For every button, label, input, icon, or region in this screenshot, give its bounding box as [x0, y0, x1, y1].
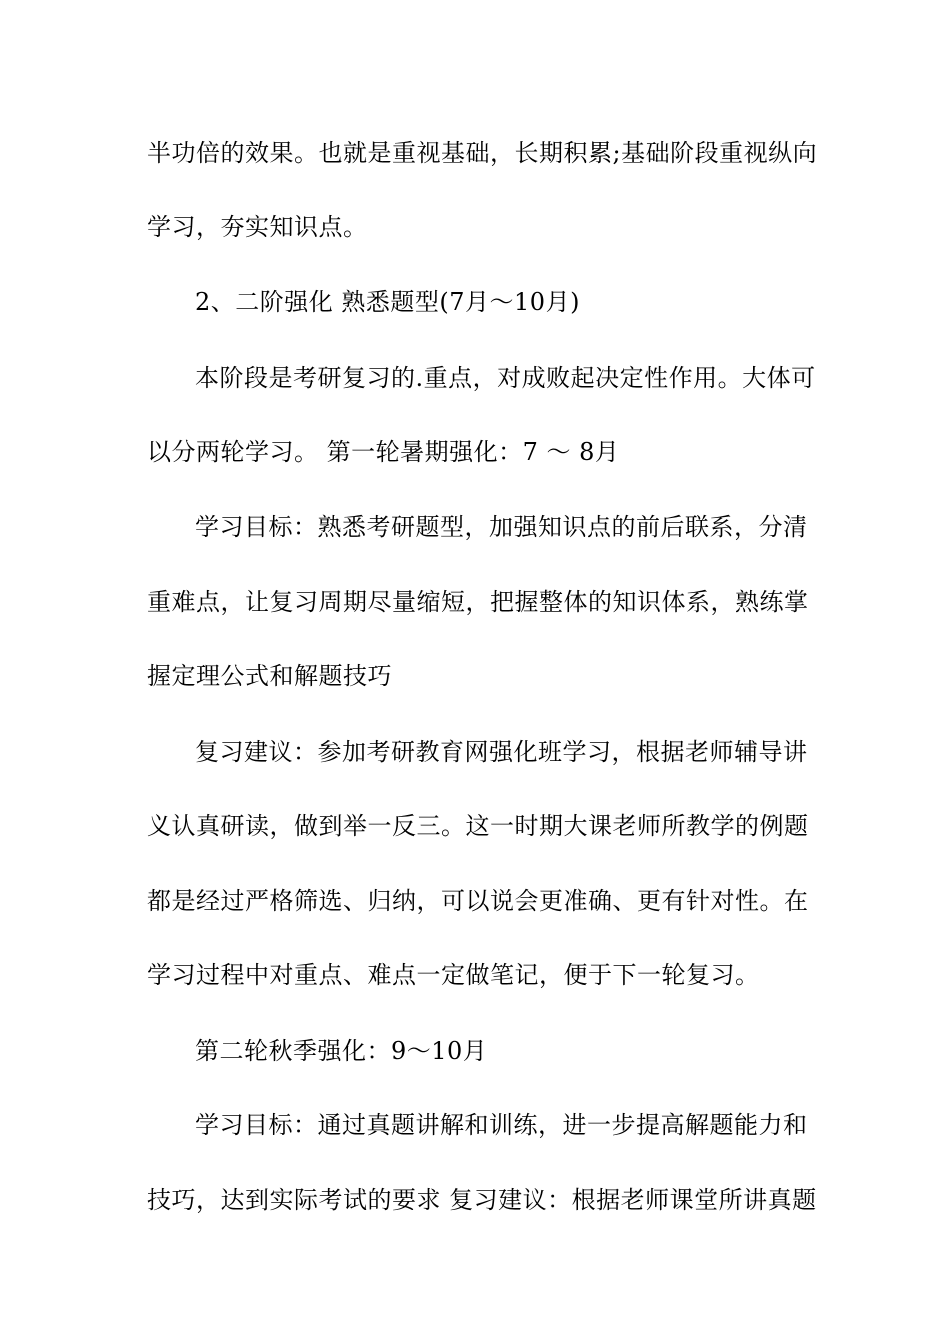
text-line: 学习过程中对重点、难点一定做笔记，便于下一轮复习。 — [147, 961, 760, 989]
text-line: 技巧，达到实际考试的要求 复习建议：根据老师课堂所讲真题 — [147, 1186, 817, 1214]
text-line: 义认真研读，做到举一反三。这一时期大课老师所教学的例题 — [147, 812, 809, 840]
text-line: 复习建议：参加考研教育网强化班学习，根据老师辅导讲 — [195, 738, 808, 766]
text-line: 学习目标：熟悉考研题型，加强知识点的前后联系，分清 — [195, 513, 808, 541]
text-line: 半功倍的效果。也就是重视基础，长期积累;基础阶段重视纵向 — [147, 139, 818, 167]
text-line: 学习目标：通过真题讲解和训练，进一步提高解题能力和 — [195, 1111, 808, 1139]
text-line: 学习，夯实知识点。 — [147, 213, 368, 241]
text-line: 本阶段是考研复习的.重点，对成败起决定性作用。大体可 — [195, 364, 816, 392]
text-line: 握定理公式和解题技巧 — [147, 662, 392, 690]
section-heading: 2、二阶强化 熟悉题型(7月～10月) — [195, 288, 580, 316]
text-line: 都是经过严格筛选、归纳，可以说会更准确、更有针对性。在 — [147, 887, 809, 915]
text-line: 以分两轮学习。 第一轮暑期强化：7 ～ 8月 — [147, 438, 620, 466]
text-line: 第二轮秋季强化：9～10月 — [195, 1037, 488, 1065]
text-line: 重难点，让复习周期尽量缩短，把握整体的知识体系，熟练掌 — [147, 588, 809, 616]
